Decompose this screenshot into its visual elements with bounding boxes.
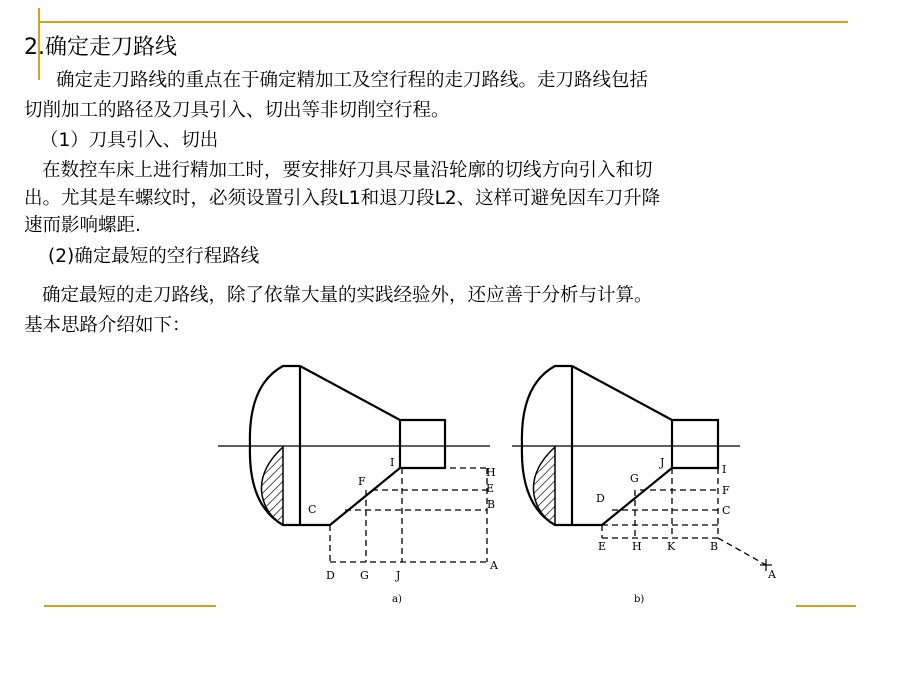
fig-b-label-G: G bbox=[630, 472, 639, 485]
section-2-heading: (2)确定最短的空行程路线 bbox=[48, 246, 260, 267]
figure-b-caption: b) bbox=[634, 594, 645, 605]
fig-a-label-H: H bbox=[486, 466, 496, 479]
paragraph-3-line-1: 确定最短的走刀路线，除了依靠大量的实践经验外，还应善于分析与计算。 bbox=[42, 285, 653, 306]
paragraph-1-line-2: 切削加工的路径及刀具引入、切出等非切削空行程。 bbox=[24, 100, 450, 121]
fig-b-label-K: K bbox=[667, 540, 676, 553]
figure-b bbox=[512, 366, 772, 571]
fig-a-label-F: F bbox=[358, 475, 366, 488]
fig-b-label-H: H bbox=[632, 540, 642, 553]
fig-a-label-J: J bbox=[396, 569, 401, 582]
fig-b-label-D: D bbox=[596, 492, 605, 505]
figure-a-labels bbox=[308, 456, 499, 605]
fig-b-label-F: F bbox=[722, 484, 730, 497]
section-1-heading: （1）刀具引入、切出 bbox=[40, 130, 219, 151]
fig-a-label-E: E bbox=[486, 482, 495, 495]
fig-b-label-E: E bbox=[598, 540, 607, 553]
fig-a-label-A: A bbox=[490, 559, 498, 572]
fig-b-label-J: J bbox=[660, 456, 665, 469]
paragraph-3-line-2: 基本思路介绍如下： bbox=[24, 315, 191, 336]
paragraph-2-line-2: 出。尤其是车螺纹时，必须设置引入段L1和退刀段L2、这样可避免因车刀升降 bbox=[24, 188, 661, 209]
paragraph-2-line-1: 在数控车床上进行精加工时，要安排好刀具尽量沿轮廓的切线方向引入和切 bbox=[42, 160, 653, 181]
figure-a bbox=[218, 366, 490, 562]
paragraph-2-line-3: 速而影响螺距. bbox=[24, 215, 141, 236]
fig-a-label-C: C bbox=[308, 503, 317, 516]
fig-b-label-A: A bbox=[768, 568, 776, 581]
paragraph-1-line-1: 确定走刀路线的重点在于确定精加工及空行程的走刀路线。走刀路线包括 bbox=[56, 70, 649, 91]
fig-b-label-I: I bbox=[722, 463, 727, 476]
fig-b-label-C: C bbox=[722, 504, 731, 517]
fig-a-label-G: G bbox=[360, 569, 369, 582]
fig-a-label-I: I bbox=[390, 456, 395, 469]
slide-title: 2.确定走刀路线 bbox=[24, 35, 177, 60]
fig-a-label-B: B bbox=[487, 498, 496, 511]
figure-a-caption: a) bbox=[392, 594, 402, 605]
figure-b-labels bbox=[596, 456, 777, 605]
fig-a-label-D: D bbox=[326, 569, 335, 582]
fig-b-label-B: B bbox=[710, 540, 719, 553]
